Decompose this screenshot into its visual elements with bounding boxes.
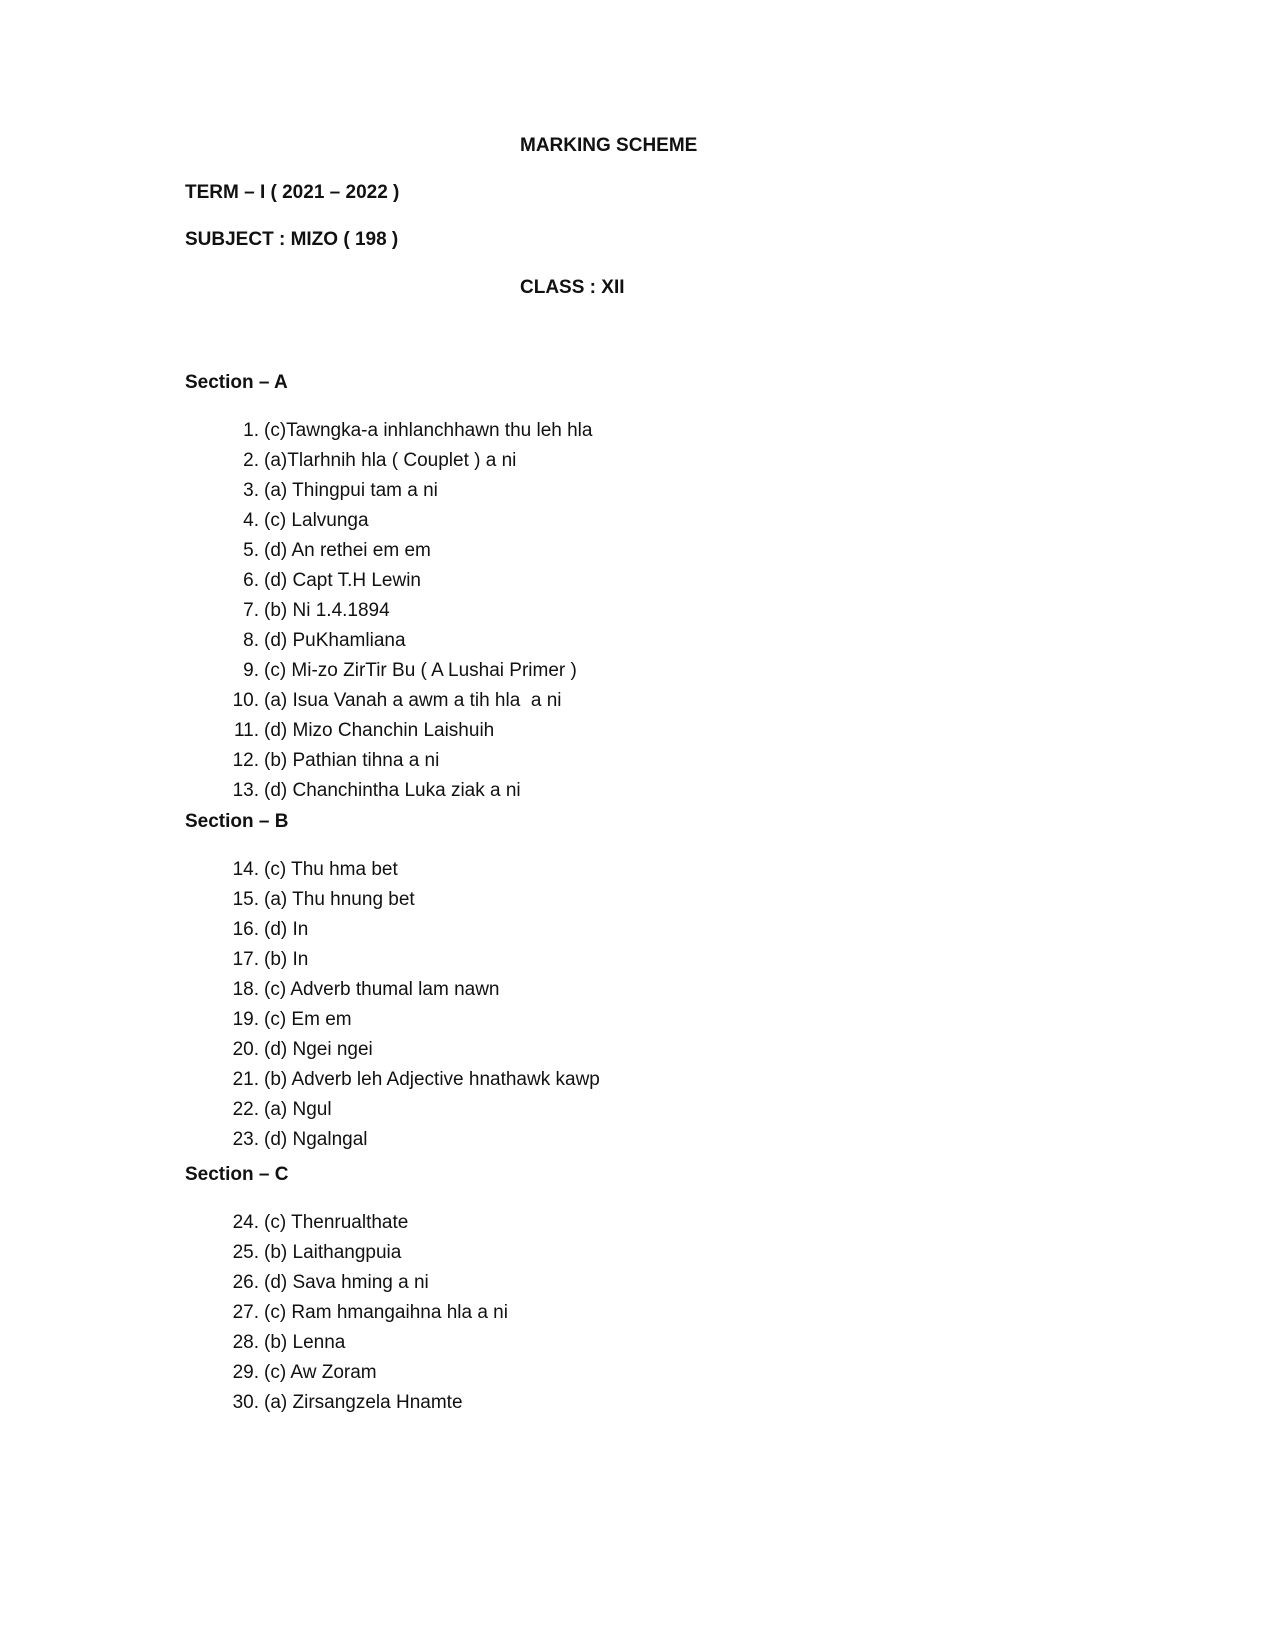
answer-list [222,416,593,806]
answer-item [222,1238,402,1268]
answer-number: 28. [232,1332,259,1353]
answer-number: 7. [243,600,259,621]
answer-number: 13. [232,780,259,801]
answer-item [222,975,500,1005]
answer-number: 8. [243,630,259,651]
answer-text: (c) Em em [264,1009,352,1030]
answer-text: (c) Aw Zoram [264,1362,377,1383]
answer-number: 25. [232,1242,259,1263]
answer-number: 18. [232,979,259,1000]
answer-number: 6. [243,570,259,591]
answer-text: (b) Laithangpuia [264,1242,402,1263]
answer-item [222,1358,377,1388]
section-heading: Section – C [185,1164,289,1185]
answer-text: (a) Ngul [264,1099,332,1120]
answer-text: (c) Lalvunga [264,510,369,531]
answer-number: 2. [243,450,259,471]
answer-item [222,1065,600,1095]
answer-item [222,416,593,446]
answer-number: 9. [243,660,259,681]
answer-number: 17. [232,949,259,970]
answer-number: 16. [232,919,259,940]
answer-number: 4. [243,510,259,531]
answer-number: 15. [232,889,259,910]
answer-item [222,855,398,885]
answer-text: (d) Capt T.H Lewin [264,570,421,591]
answer-text: (d) In [264,919,309,940]
answer-text: (b) Adverb leh Adjective hnathawk kawp [264,1069,600,1090]
answer-text: (c) Thenrualthate [264,1212,409,1233]
answer-number: 12. [232,750,259,771]
answer-item [222,536,431,566]
answer-item [222,885,415,915]
answer-list [222,855,600,1155]
answer-item [222,1095,332,1125]
answer-number: 30. [232,1392,259,1413]
answer-number: 1. [243,420,259,441]
answer-number: 5. [243,540,259,561]
answer-text: (d) Ngalngal [264,1129,368,1150]
answer-number: 21. [232,1069,259,1090]
answer-text: (a) Isua Vanah a awm a tih hla a ni [264,690,562,711]
answer-item [222,1125,368,1155]
answer-text: (a) Thingpui tam a ni [264,480,438,501]
answer-text: (a) Thu hnung bet [264,889,415,910]
answer-item [222,506,369,536]
document-title: MARKING SCHEME [520,135,698,156]
answer-item [222,1328,346,1358]
answer-text: (d) Chanchintha Luka ziak a ni [264,780,521,801]
answer-text: (c) Ram hmangaihna hla a ni [264,1302,508,1323]
answer-number: 10. [232,690,259,711]
answer-item [222,686,562,716]
answer-text: (d) Sava hming a ni [264,1272,429,1293]
answer-item [222,626,406,656]
answer-text: (c)Tawngka-a inhlanchhawn thu leh hla [264,420,593,441]
answer-item [222,1388,463,1418]
section-heading: Section – B [185,811,289,832]
answer-item [222,656,577,686]
answer-item [222,596,390,626]
answer-text: (d) An rethei em em [264,540,431,561]
subject-line: SUBJECT : MIZO ( 198 ) [185,229,399,250]
answer-item [222,1035,373,1065]
answer-number: 24. [232,1212,259,1233]
answer-item [222,915,309,945]
answer-text: (d) Ngei ngei [264,1039,373,1060]
answer-text: (b) Lenna [264,1332,346,1353]
answer-text: (a)Tlarhnih hla ( Couplet ) a ni [264,450,517,471]
answer-number: 27. [232,1302,259,1323]
term-line: TERM – I ( 2021 – 2022 ) [185,182,400,203]
answer-item [222,1005,352,1035]
answer-item [222,945,309,975]
answer-text: (c) Mi-zo ZirTir Bu ( A Lushai Primer ) [264,660,577,681]
answer-item [222,476,438,506]
answer-number: 14. [232,859,259,880]
answer-item [222,566,421,596]
answer-item [222,1208,409,1238]
section-heading: Section – A [185,372,288,393]
answer-text: (b) In [264,949,309,970]
answer-number: 20. [232,1039,259,1060]
answer-text: (b) Pathian tihna a ni [264,750,440,771]
answer-text: (d) Mizo Chanchin Laishuih [264,720,495,741]
class-line: CLASS : XII [520,277,625,298]
answer-list [222,1208,508,1418]
answer-text: (b) Ni 1.4.1894 [264,600,390,621]
answer-number: 11. [233,720,259,741]
answer-number: 22. [232,1099,259,1120]
answer-item [222,716,495,746]
answer-text: (c) Thu hma bet [264,859,398,880]
answer-number: 23. [232,1129,259,1150]
answer-item [222,776,521,806]
answer-item [222,1298,508,1328]
answer-text: (d) PuKhamliana [264,630,406,651]
answer-number: 26. [232,1272,259,1293]
answer-item [222,1268,429,1298]
answer-item [222,446,517,476]
answer-item [222,746,440,776]
answer-number: 3. [243,480,259,501]
answer-number: 19. [232,1009,259,1030]
answer-number: 29. [232,1362,259,1383]
answer-text: (a) Zirsangzela Hnamte [264,1392,463,1413]
answer-text: (c) Adverb thumal lam nawn [264,979,500,1000]
